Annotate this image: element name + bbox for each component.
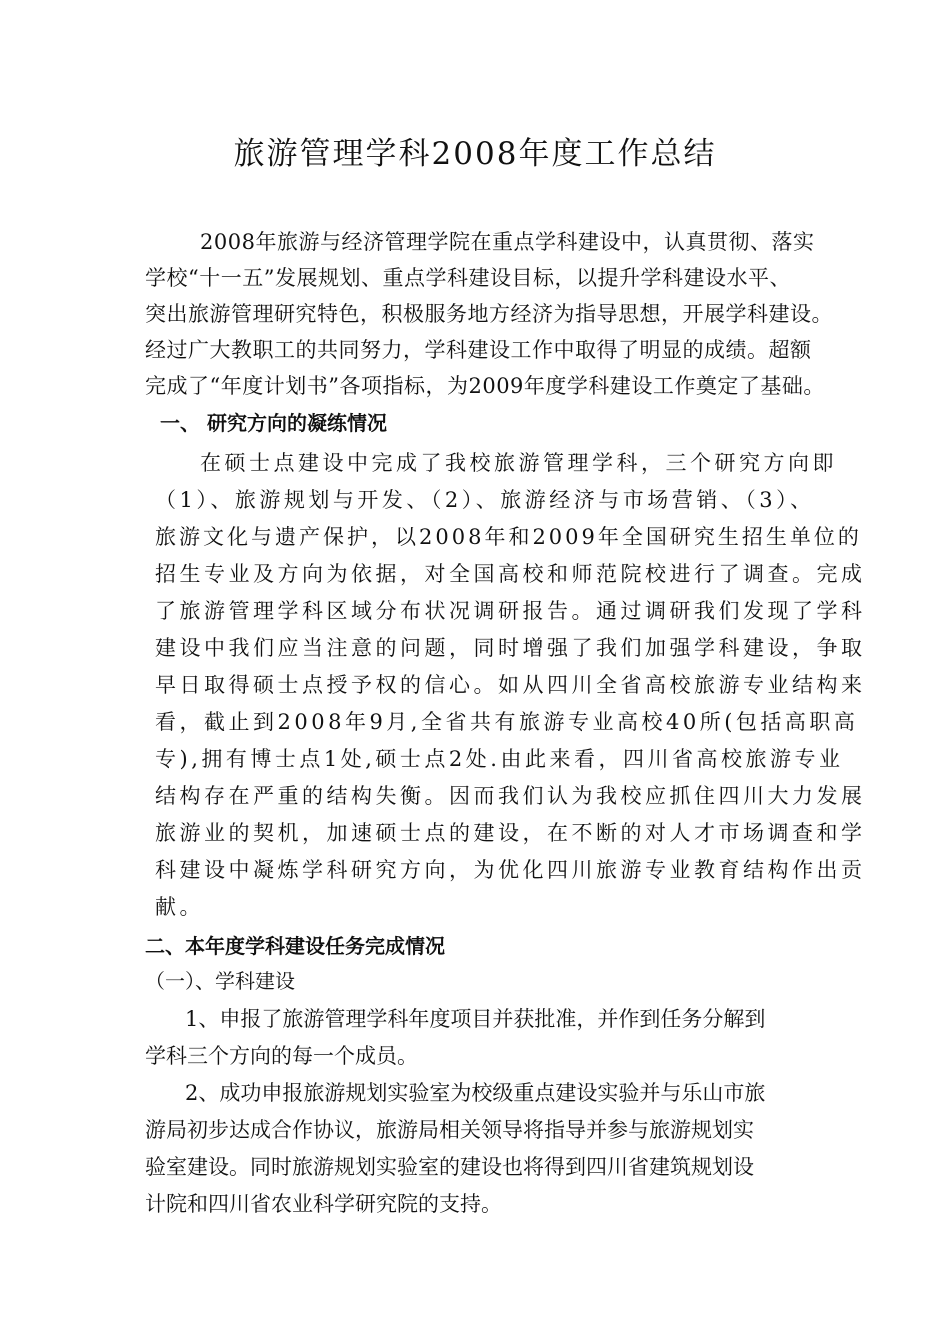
section1-line: 旅游文化与遗产保护，以2008年和2009年全国研究生招生单位的: [155, 525, 862, 549]
section2-line: 学科三个方向的每一个成员。: [145, 1044, 418, 1068]
section2-heading: 二、本年度学科建设任务完成情况: [145, 934, 445, 958]
section1-line: 早日取得硕士点授予权的信心。如从四川全省高校旅游专业结构来: [155, 673, 866, 697]
section1-line: 招生专业及方向为依据，对全国高校和师范院校进行了调查。完成: [155, 562, 866, 586]
intro-line: 突出旅游管理研究特色，积极服务地方经济为指导思想，开展学科建设。: [145, 302, 833, 326]
section1-line: 了旅游管理学科区域分布状况调研报告。通过调研我们发现了学科: [155, 599, 866, 623]
intro-line: 经过广大教职工的共同努力，学科建设工作中取得了明显的成绩。超额: [145, 338, 812, 362]
section1-line: 专),拥有博士点1处,硕士点2处.由此来看，四川省高校旅游专业: [155, 747, 844, 771]
section2-line: 计院和四川省农业科学研究院的支持。: [145, 1192, 502, 1216]
section1-line: 结构存在严重的结构失衡。因而我们认为我校应抓住四川大力发展: [155, 784, 866, 808]
section1-line: （1）、旅游规划与开发、（2）、旅游经济与市场营销、（3）、: [155, 488, 815, 512]
section1-line: 献。: [155, 895, 204, 919]
section2-line: 1、申报了旅游管理学科年度项目并获批准，并作到任务分解到: [185, 1007, 766, 1031]
section1-line: 在硕士点建设中完成了我校旅游管理学科，三个研究方向即: [200, 451, 837, 475]
section1-heading: 一、 研究方向的凝练情况: [160, 411, 387, 435]
section1-line: 科建设中凝炼学科研究方向，为优化四川旅游专业教育结构作出贡: [155, 858, 866, 882]
section2-line: 2、成功申报旅游规划实验室为校级重点建设实验并与乐山市旅: [185, 1081, 766, 1105]
section1-line: 旅游业的契机，加速硕士点的建设，在不断的对人才市场调查和学: [155, 821, 866, 845]
intro-line: 完成了“年度计划书”各项指标，为2009年度学科建设工作奠定了基础。: [145, 374, 825, 398]
section1-line: 建设中我们应当注意的问题，同时增强了我们加强学科建设，争取: [155, 636, 866, 660]
document-title: 旅游管理学科2008年度工作总结: [233, 136, 717, 172]
section2-line: 游局初步达成合作协议，旅游局相关领导将指导并参与旅游规划实: [145, 1118, 754, 1142]
intro-line: 学校“十一五”发展规划、重点学科建设目标，以提升学科建设水平、: [145, 266, 791, 290]
intro-line: 2008年旅游与经济管理学院在重点学科建设中，认真贯彻、落实: [200, 230, 815, 254]
section2-line: 验室建设。同时旅游规划实验室的建设也将得到四川省建筑规划设: [145, 1155, 754, 1179]
section1-line: 看，截止到2008年9月,全省共有旅游专业高校40所(包括高职高: [155, 710, 859, 734]
section2-subheading: （一）、学科建设: [145, 969, 295, 993]
